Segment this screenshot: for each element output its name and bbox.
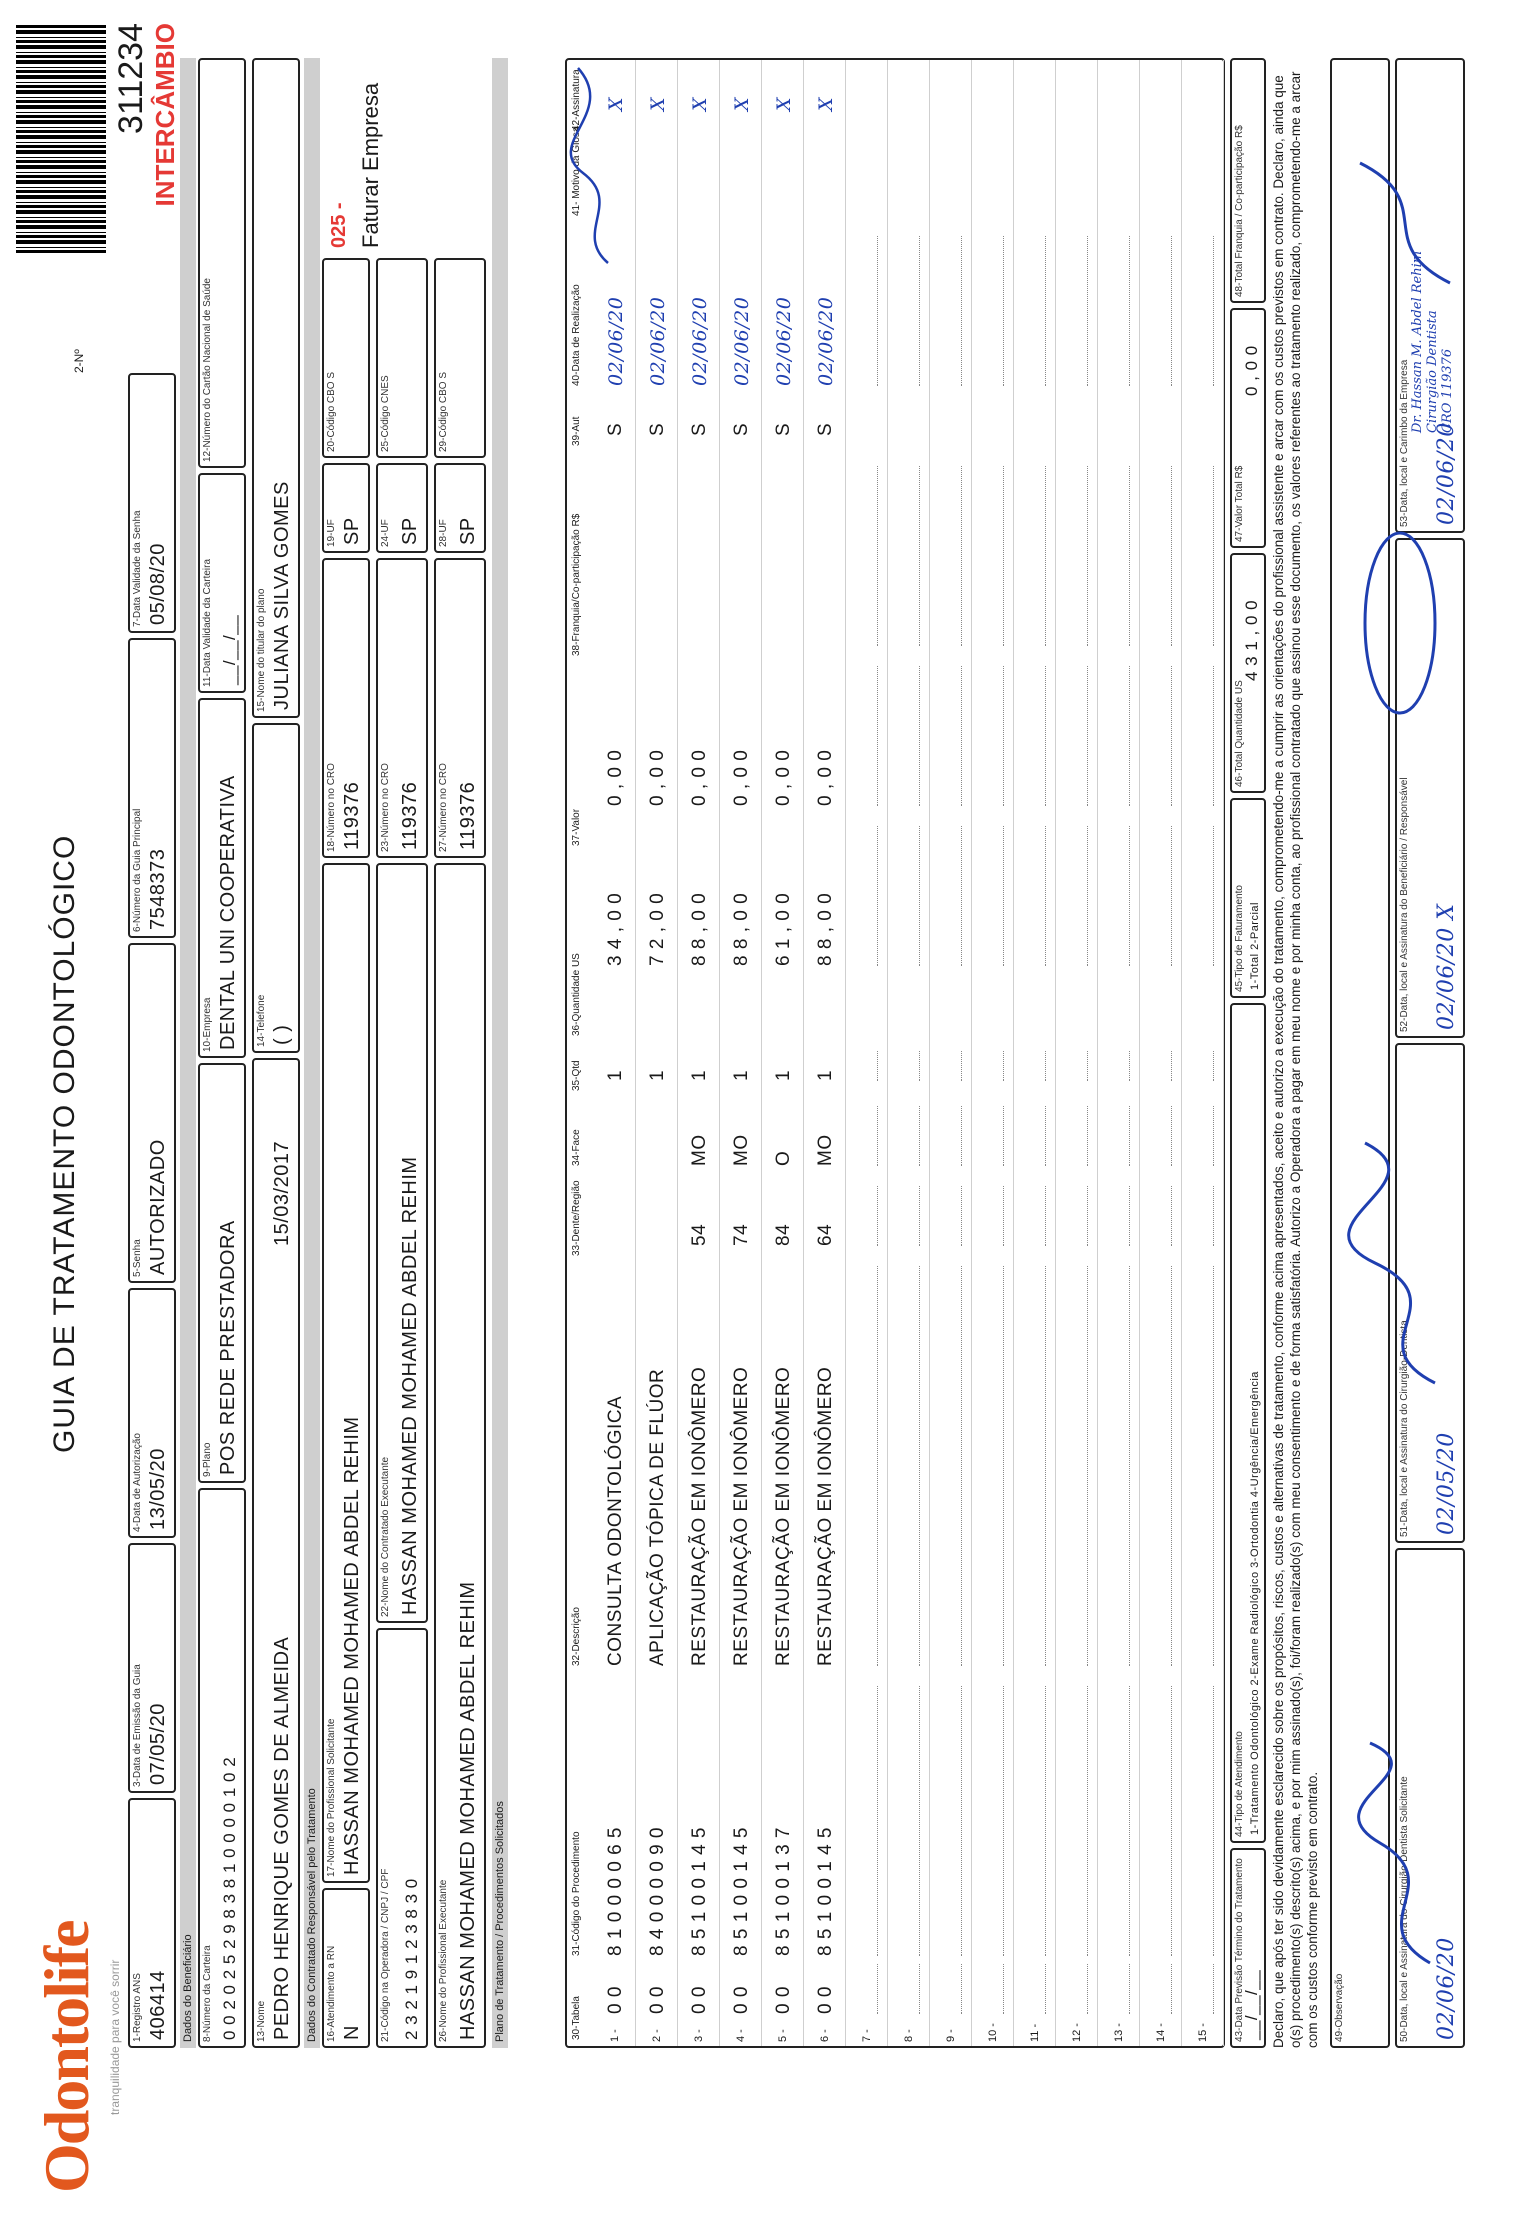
field-nome-beneficiario[interactable]: 13-Nome PEDRO HENRIQUE GOMES DE ALMEIDA 15/03/2017 bbox=[252, 1058, 300, 2048]
blank-cell bbox=[1129, 1051, 1130, 1081]
cell-code: 8 5 1 0 0 1 4 5 bbox=[815, 1827, 836, 1956]
blank-cell bbox=[919, 1051, 920, 1081]
band-beneficiario: Dados do Beneficiário bbox=[180, 58, 196, 2048]
cell-code: 8 5 1 0 0 1 4 5 bbox=[689, 1827, 710, 1956]
field-cro-contratado[interactable]: 23-Número no CRO 119376 bbox=[376, 558, 428, 858]
blank-cell bbox=[877, 666, 878, 806]
cell-us: 8 8 , 0 0 bbox=[815, 892, 836, 966]
blank-cell bbox=[1213, 1051, 1214, 1081]
band-plano-tratamento: Plano de Tratamento / Procedimentos Solicitados bbox=[492, 58, 508, 2048]
blank-cell bbox=[1171, 826, 1172, 966]
row-number: 3 - bbox=[693, 2029, 705, 2042]
procedure-row[interactable] bbox=[805, 60, 846, 2046]
blank-cell bbox=[1087, 466, 1088, 646]
cell-aut: S bbox=[773, 422, 794, 436]
cell-us: 7 2 , 0 0 bbox=[647, 892, 668, 966]
blank-cell bbox=[1129, 666, 1130, 806]
blank-cell bbox=[1171, 1106, 1172, 1166]
blank-cell bbox=[1087, 1051, 1088, 1081]
dentist-stamp: Dr. Hassan M. Abdel Rehim Cirurgião Dentista CRO 119376 bbox=[1410, 250, 1455, 433]
field-plano[interactable]: 9-Plano POS REDE PRESTADORA bbox=[198, 1063, 246, 1483]
cell-qtd: 1 bbox=[605, 1069, 626, 1081]
field-uf-contratado[interactable]: 24-UF SP bbox=[376, 463, 428, 553]
blank-cell bbox=[1045, 1186, 1046, 1246]
cell-tab: 0 0 bbox=[731, 1986, 752, 2014]
field-validade-senha[interactable]: 7-Data Validade da Senha 05/08/20 bbox=[128, 373, 176, 633]
cell-qtd: 1 bbox=[773, 1069, 794, 1081]
field-total-quantidade-us[interactable]: 46-Total Quantidade US 4 3 1 , 0 0 bbox=[1230, 553, 1266, 793]
field-contratado-executante[interactable]: 22-Nome do Contratado Executante HASSAN MOHAMED MOHAMED ABDEL REHIM bbox=[376, 863, 428, 1623]
field-senha[interactable]: 5-Senha AUTORIZADO bbox=[128, 943, 176, 1283]
blank-cell bbox=[1171, 1964, 1172, 2014]
blank-cell bbox=[1171, 666, 1172, 806]
field-cbo-solicitante[interactable]: 20-Código CBO S bbox=[322, 258, 370, 458]
blank-cell bbox=[877, 1964, 878, 2014]
col-aut: 39-Aut bbox=[571, 416, 582, 446]
field-observacao[interactable]: 49-Observação bbox=[1330, 58, 1390, 2048]
field-validade-carteira[interactable]: 11-Data Validade da Carteira __/__/__ bbox=[198, 473, 246, 693]
cell-face: O bbox=[773, 1150, 794, 1166]
blank-cell bbox=[961, 1266, 962, 1666]
cell-data: 02/06/20 bbox=[689, 296, 711, 386]
col-tabela: 30-Tabela bbox=[571, 1996, 582, 2040]
blank-cell bbox=[1003, 666, 1004, 806]
blank-cell bbox=[1003, 1186, 1004, 1246]
blank-cell bbox=[1213, 1964, 1214, 2014]
row-number: 5 - bbox=[777, 2029, 789, 2042]
procedure-row[interactable] bbox=[1141, 60, 1182, 2046]
blank-cell bbox=[919, 1686, 920, 1956]
col-franquia: 38-Franquia/Co-participação R$ bbox=[571, 513, 582, 656]
blank-cell bbox=[1003, 466, 1004, 646]
header-signature-scribble bbox=[568, 58, 628, 273]
cell-aut: S bbox=[731, 422, 752, 436]
barcode bbox=[16, 23, 106, 253]
blank-cell bbox=[961, 466, 962, 646]
band-contratado: Dados do Contratado Responsável pelo Tratamento bbox=[304, 58, 320, 2048]
procedure-row[interactable] bbox=[1183, 60, 1224, 2046]
blank-cell bbox=[1087, 1186, 1088, 1246]
cell-dente: 84 bbox=[773, 1223, 794, 1246]
field-tipo-faturamento[interactable]: 45-Tipo de Faturamento 1-Total 2-Parcial bbox=[1230, 798, 1266, 998]
blank-cell bbox=[1213, 1686, 1214, 1956]
blank-cell bbox=[1045, 1106, 1046, 1166]
row-number: 7 - bbox=[861, 2029, 873, 2042]
blank-cell bbox=[961, 1106, 962, 1166]
field-cartao-nacional-saude[interactable]: 12-Número do Cartão Nacional de Saúde bbox=[198, 58, 246, 468]
blank-cell bbox=[919, 1186, 920, 1246]
procedure-row[interactable] bbox=[763, 60, 804, 2046]
blank-cell bbox=[1171, 1051, 1172, 1081]
col-dente: 33-Dente/Região bbox=[571, 1180, 582, 1256]
cell-us: 8 8 , 0 0 bbox=[689, 892, 710, 966]
blank-cell bbox=[1129, 1686, 1130, 1956]
cell-code: 8 5 1 0 0 1 4 5 bbox=[731, 1827, 752, 1956]
blank-cell bbox=[1087, 826, 1088, 966]
cell-tab: 0 0 bbox=[647, 1986, 668, 2014]
cell-valor: 0 , 0 0 bbox=[689, 749, 710, 806]
blank-cell bbox=[961, 826, 962, 966]
field-assinatura-dentista[interactable]: 51-Data, local e Assinatura do Cirurgião-Dentista 02/05/20 bbox=[1395, 1043, 1465, 1543]
blank-cell bbox=[1213, 236, 1214, 386]
blank-cell bbox=[1045, 466, 1046, 646]
row-number: 9 - bbox=[945, 2029, 957, 2042]
field-cbo-executante[interactable]: 29-Código CBO S bbox=[434, 258, 486, 458]
row-number: 15 - bbox=[1197, 2023, 1209, 2042]
blank-cell bbox=[1171, 1266, 1172, 1666]
field-numero-carteira[interactable]: 8-Número da Carteira 0 0 2 0 2 5 2 9 8 3 8 1 0 0 0 0 1 0 2 bbox=[198, 1488, 246, 2048]
blank-cell bbox=[1087, 1686, 1088, 1956]
blank-cell bbox=[1129, 466, 1130, 646]
procedure-row[interactable] bbox=[1099, 60, 1140, 2046]
procedures-table bbox=[565, 58, 1225, 2048]
blank-cell bbox=[1045, 1051, 1046, 1081]
blank-cell bbox=[877, 1106, 878, 1166]
blank-cell bbox=[961, 1051, 962, 1081]
row-number: 1 - bbox=[609, 2029, 621, 2042]
blank-cell bbox=[1129, 1106, 1130, 1166]
blank-cell bbox=[1087, 1266, 1088, 1666]
cell-desc: RESTAURAÇÃO EM IONÔMERO bbox=[773, 1366, 794, 1666]
cell-data: 02/06/20 bbox=[773, 296, 795, 386]
blank-cell bbox=[961, 666, 962, 806]
field-guia-principal[interactable]: 6-Número da Guia Principal 7548373 bbox=[128, 638, 176, 938]
cell-dente: 54 bbox=[689, 1223, 710, 1246]
cell-valor: 0 , 0 0 bbox=[773, 749, 794, 806]
cell-ass: X bbox=[731, 96, 753, 111]
cell-aut: S bbox=[815, 422, 836, 436]
col-descricao: 32-Descrição bbox=[571, 1607, 582, 1666]
cell-data: 02/06/20 bbox=[731, 296, 753, 386]
blank-cell bbox=[1213, 826, 1214, 966]
cell-aut: S bbox=[605, 422, 626, 436]
cell-data: 02/06/20 bbox=[605, 296, 627, 386]
procedure-row[interactable] bbox=[595, 60, 636, 2046]
field-codigo-operadora[interactable]: 21-Código na Operadora / CNPJ / CPF 2 3 2 1 9 1 2 3 8 3 0 bbox=[376, 1628, 428, 2048]
cell-desc: RESTAURAÇÃO EM IONÔMERO bbox=[689, 1366, 710, 1666]
row-number: 6 - bbox=[819, 2029, 831, 2042]
blank-cell bbox=[877, 1266, 878, 1666]
cell-qtd: 1 bbox=[647, 1069, 668, 1081]
intercambio-label: INTERCÂMBIO bbox=[150, 23, 180, 207]
cell-us: 3 4 , 0 0 bbox=[605, 892, 626, 966]
col-valor: 37-Valor bbox=[571, 808, 582, 846]
blank-cell bbox=[919, 826, 920, 966]
cell-valor: 0 , 0 0 bbox=[731, 749, 752, 806]
declaration-text: Declaro, que após ter sido devidamente esclarecido sobre os propósitos, riscos, custos e alternativas de tratamento, conforme acima apresentados, aceito e autorizo a execução do tratamento, comprometendo-me a cumprir as orientações do profissional assistente e arcar com os custos previstos em contrato. Declaro, ainda que o(s) procedimento(s) descrito(s) acima, e por mim assinado(s), foi/foram realizado(s) com meu consentimento e de forma satisfatória. Autorizo a Operadora a pagar em meu nome e por minha conta, ao profissional contratado que assinou esse documento, os valores referentes ao tratamento realizado, comprometendo-me a arcar com os custos conforme previsto em contrato. bbox=[1271, 71, 1320, 2048]
blank-cell bbox=[877, 1186, 878, 1246]
field-assinatura-solicitante[interactable]: 50-Data, local e Assinatura do Cirurgião-Dentista Solicitante 02/06/20 bbox=[1395, 1548, 1465, 2048]
odontolife-logo: Odontolife bbox=[31, 1921, 102, 2193]
blank-cell bbox=[961, 1686, 962, 1956]
field-telefone[interactable]: 14-Telefone ( ) bbox=[252, 723, 300, 1053]
blank-cell bbox=[1003, 236, 1004, 386]
field-profissional-solicitante[interactable]: 17-Nome do Profissional Solicitante HASSAN MOHAMED MOHAMED ABDEL REHIM bbox=[322, 863, 370, 1883]
field-total-franquia[interactable]: 48-Total Franquia / Co-participação R$ bbox=[1230, 58, 1266, 303]
cell-aut: S bbox=[689, 422, 710, 436]
field-uf-solicitante[interactable]: 19-UF SP bbox=[322, 463, 370, 553]
blank-cell bbox=[877, 466, 878, 646]
blank-cell bbox=[1045, 1686, 1046, 1956]
col-face: 34-Face bbox=[571, 1129, 582, 1166]
blank-cell bbox=[919, 1266, 920, 1666]
cell-desc: APLICAÇÃO TÓPICA DE FLÚOR bbox=[647, 1368, 668, 1666]
col-qtd: 35-Qtd bbox=[571, 1060, 582, 1091]
cell-ass: X bbox=[815, 96, 837, 111]
field-data-autorizacao[interactable]: 4-Data de Autorização 13/05/20 bbox=[128, 1288, 176, 1538]
col-assinatura: 42-Assinatura bbox=[571, 69, 582, 131]
blank-cell bbox=[1129, 826, 1130, 966]
cell-code: 8 5 1 0 0 1 3 7 bbox=[773, 1827, 794, 1956]
field-carimbo-empresa[interactable]: 53-Data, local e Carimbo da Empresa 02/06/20 bbox=[1395, 58, 1465, 533]
blank-cell bbox=[1171, 1186, 1172, 1246]
guide-number-label: 2-Nº bbox=[72, 349, 86, 373]
cell-ass: X bbox=[605, 96, 627, 111]
procedure-row[interactable] bbox=[847, 60, 888, 2046]
guide-number: 311234 bbox=[112, 23, 150, 134]
blank-cell bbox=[1045, 666, 1046, 806]
cell-qtd: 1 bbox=[689, 1069, 710, 1081]
cell-code: 8 4 0 0 0 0 9 0 bbox=[647, 1827, 668, 1956]
blank-cell bbox=[1003, 1686, 1004, 1956]
cell-us: 6 1 , 0 0 bbox=[773, 892, 794, 966]
procedure-row[interactable] bbox=[973, 60, 1014, 2046]
row-number: 4 - bbox=[735, 2029, 747, 2042]
blank-cell bbox=[1045, 1266, 1046, 1666]
field-assinatura-beneficiario[interactable]: 52-Data, local e Assinatura do Beneficiário / Responsável 02/06/20 X bbox=[1395, 538, 1465, 1038]
blank-cell bbox=[919, 466, 920, 646]
blank-cell bbox=[1003, 1266, 1004, 1666]
cell-tab: 0 0 bbox=[815, 1986, 836, 2014]
blank-cell bbox=[877, 1051, 878, 1081]
blank-cell bbox=[1129, 1266, 1130, 1666]
cell-valor: 0 , 0 0 bbox=[605, 749, 626, 806]
blank-cell bbox=[1003, 826, 1004, 966]
birth-date: 15/03/2017 bbox=[271, 1140, 293, 1246]
procedure-row[interactable] bbox=[721, 60, 762, 2046]
cell-aut: S bbox=[647, 422, 668, 436]
cell-ass: X bbox=[647, 96, 669, 111]
procedure-row[interactable] bbox=[1015, 60, 1056, 2046]
blank-cell bbox=[961, 236, 962, 386]
cell-valor: 0 , 0 0 bbox=[647, 749, 668, 806]
cell-face: MO bbox=[731, 1134, 752, 1166]
blank-cell bbox=[919, 236, 920, 386]
faturar-code: 025 - bbox=[328, 202, 350, 248]
faturar-empresa: Faturar Empresa bbox=[358, 82, 383, 248]
row-number: 14 - bbox=[1155, 2023, 1167, 2042]
cell-data: 02/06/20 bbox=[815, 296, 837, 386]
procedure-row[interactable] bbox=[1057, 60, 1098, 2046]
cell-ass: X bbox=[689, 96, 711, 111]
blank-cell bbox=[1213, 1106, 1214, 1166]
blank-cell bbox=[1171, 1686, 1172, 1956]
cell-us: 8 8 , 0 0 bbox=[731, 892, 752, 966]
field-previsao-termino[interactable]: 43-Data Previsão Término do Tratamento __/__/__ bbox=[1230, 1848, 1266, 2048]
blank-cell bbox=[1087, 236, 1088, 386]
blank-cell bbox=[961, 1964, 962, 2014]
blank-cell bbox=[919, 1106, 920, 1166]
cell-face: MO bbox=[689, 1134, 710, 1166]
blank-cell bbox=[961, 1186, 962, 1246]
cell-code: 8 1 0 0 0 0 6 5 bbox=[605, 1827, 626, 1956]
cell-valor: 0 , 0 0 bbox=[815, 749, 836, 806]
cell-dente: 64 bbox=[815, 1223, 836, 1246]
col-motivo-glosa: 41- Motivo da Glosa bbox=[571, 126, 582, 216]
col-codigo: 31-Código do Procedimento bbox=[571, 1831, 582, 1956]
blank-cell bbox=[1213, 1186, 1214, 1246]
cell-qtd: 1 bbox=[731, 1069, 752, 1081]
col-data-realizacao: 40-Data de Realização bbox=[571, 284, 582, 386]
procedure-row[interactable] bbox=[637, 60, 678, 2046]
blank-cell bbox=[1045, 826, 1046, 966]
blank-cell bbox=[1003, 1964, 1004, 2014]
row-number: 10 - bbox=[987, 2023, 999, 2042]
logo-tagline: tranquilidade para você sorrir bbox=[108, 1959, 122, 2115]
field-profissional-executante[interactable]: 26-Nome do Profissional Executante HASSAN MOHAMED MOHAMED ABDEL REHIM bbox=[434, 863, 486, 2048]
field-cro-executante[interactable]: 27-Número no CRO 119376 bbox=[434, 558, 486, 858]
blank-cell bbox=[919, 666, 920, 806]
blank-cell bbox=[1213, 1266, 1214, 1666]
blank-cell bbox=[1045, 236, 1046, 386]
row-number: 13 - bbox=[1113, 2023, 1125, 2042]
field-valor-total[interactable]: 47-Valor Total R$ 0 , 0 0 bbox=[1230, 308, 1266, 548]
cell-desc: RESTAURAÇÃO EM IONÔMERO bbox=[731, 1366, 752, 1666]
field-atendimento-rn[interactable]: 16-Atendimento a RN N bbox=[322, 1888, 370, 2048]
row-number: 12 - bbox=[1071, 2023, 1083, 2042]
cell-tab: 0 0 bbox=[605, 1986, 626, 2014]
blank-cell bbox=[1171, 236, 1172, 386]
cell-data: 02/06/20 bbox=[647, 296, 669, 386]
blank-cell bbox=[877, 826, 878, 966]
cell-tab: 0 0 bbox=[773, 1986, 794, 2014]
field-cro-solicitante[interactable]: 18-Número no CRO 119376 bbox=[322, 558, 370, 858]
blank-cell bbox=[1129, 1964, 1130, 2014]
field-registro-ans[interactable]: 1-Registro ANS 406414 bbox=[128, 1798, 176, 2048]
procedure-row[interactable] bbox=[679, 60, 720, 2046]
col-quantidade-us: 36-Quantidade US bbox=[571, 953, 582, 1036]
blank-cell bbox=[1087, 1964, 1088, 2014]
row-number: 2 - bbox=[651, 2029, 663, 2042]
blank-cell bbox=[1171, 466, 1172, 646]
blank-cell bbox=[1129, 236, 1130, 386]
row-number: 8 - bbox=[903, 2029, 915, 2042]
procedure-row[interactable] bbox=[931, 60, 972, 2046]
field-uf-executante[interactable]: 28-UF SP bbox=[434, 463, 486, 553]
field-data-emissao[interactable]: 3-Data de Emissão da Guia 07/05/20 bbox=[128, 1543, 176, 1793]
blank-cell bbox=[1213, 466, 1214, 646]
blank-cell bbox=[1213, 666, 1214, 806]
row-number: 11 - bbox=[1029, 2023, 1041, 2042]
field-nome-titular[interactable]: 15-Nome do titular do plano JULIANA SILVA GOMES bbox=[252, 58, 300, 718]
cell-dente: 74 bbox=[731, 1223, 752, 1246]
cell-desc: CONSULTA ODONTOLÓGICA bbox=[605, 1395, 626, 1666]
procedure-row[interactable] bbox=[889, 60, 930, 2046]
field-tipo-atendimento[interactable]: 44-Tipo de Atendimento 1-Tratamento Odontológico 2-Exame Radiológico 3-Ortodontia 4-Urgência/Emergência bbox=[1230, 1003, 1266, 1843]
field-cnes[interactable]: 25-Código CNES bbox=[376, 258, 428, 458]
blank-cell bbox=[1003, 1051, 1004, 1081]
cell-ass: X bbox=[773, 96, 795, 111]
blank-cell bbox=[1045, 1964, 1046, 2014]
blank-cell bbox=[919, 1964, 920, 2014]
field-empresa[interactable]: 10-Empresa DENTAL UNI COOPERATIVA bbox=[198, 698, 246, 1058]
blank-cell bbox=[1129, 1186, 1130, 1246]
blank-cell bbox=[877, 236, 878, 386]
cell-desc: RESTAURAÇÃO EM IONÔMERO bbox=[815, 1366, 836, 1666]
blank-cell bbox=[877, 1686, 878, 1956]
cell-tab: 0 0 bbox=[689, 1986, 710, 2014]
blank-cell bbox=[1087, 666, 1088, 806]
cell-face: MO bbox=[815, 1134, 836, 1166]
blank-cell bbox=[1003, 1106, 1004, 1166]
page-title: GUIA DE TRATAMENTO ODONTOLÓGICO bbox=[48, 834, 81, 1453]
cell-qtd: 1 bbox=[815, 1069, 836, 1081]
blank-cell bbox=[1087, 1106, 1088, 1166]
